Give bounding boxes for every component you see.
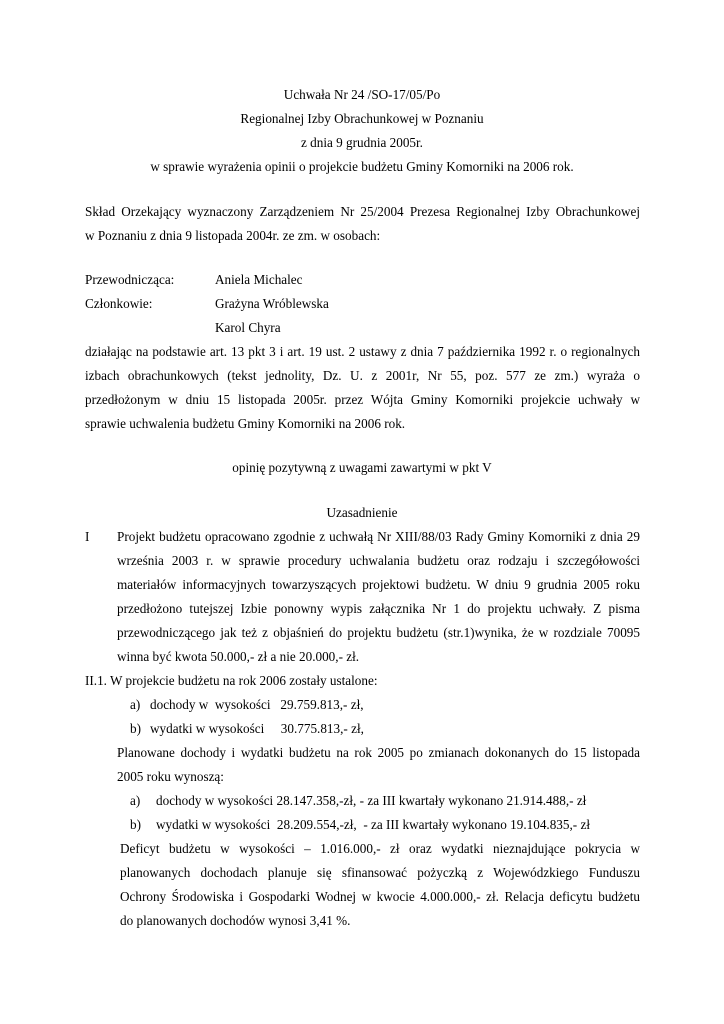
section-1-number: I bbox=[85, 529, 90, 544]
resolution-number: Uchwała Nr 24 /SO-17/05/Po bbox=[283, 87, 441, 102]
planned-line-1: Planowane dochody i wydatki budżetu na rok 2005 po zmianach dokonanych do 15 listopada bbox=[117, 745, 640, 760]
member-name-2: Karol Chyra bbox=[215, 320, 281, 335]
basis-line-2: izbach obrachunkowych (tekst jednolity, Dz. U. z 2001r, Nr 55, poz. 577 ze zm.) wyraża o bbox=[85, 368, 640, 383]
planned-b-label: b) bbox=[130, 817, 141, 832]
members-label: Członkowie: bbox=[85, 296, 153, 311]
panel-paragraph-line-2: w Poznaniu z dnia 9 listopada 2004r. ze zm. w osobach: bbox=[85, 228, 381, 243]
resolution-subject: w sprawie wyrażenia opinii o projekcie budżetu Gminy Komorniki na 2006 rok. bbox=[150, 159, 574, 174]
justification-title: Uzasadnienie bbox=[326, 505, 398, 520]
deficit-line-3: Ochrony Środowiska i Gospodarki Wodnej w kwocie 4.000.000,- zł. Relacja deficytu budżetu bbox=[120, 889, 640, 904]
opinion-statement: opinię pozytywną z uwagami zawartymi w pkt V bbox=[232, 460, 492, 475]
item-a-label: a) bbox=[130, 697, 141, 712]
basis-line-4: sprawie uchwalenia budżetu Gminy Komorniki na 2006 rok. bbox=[85, 416, 406, 431]
deficit-line-4: do planowanych dochodów wynosi 3,41 %. bbox=[120, 913, 351, 928]
section-1-line-2: września 2003 r. w sprawie procedury uchwalania budżetu oraz rodzaju i szczegółowości bbox=[117, 553, 640, 568]
section-2-heading: II.1. W projekcie budżetu na rok 2006 zostały ustalone: bbox=[85, 673, 378, 688]
section-1-line-5: przewodniczącego jak też z objaśnień do projektu budżetu (str.1)wynika, że w rozdziale 70095 bbox=[117, 625, 640, 640]
planned-a-label: a) bbox=[130, 793, 141, 808]
planned-b-expenses: wydatki w wysokości 28.209.554,-zł, - za III kwartały wykonano 19.104.835,- zł bbox=[156, 817, 590, 832]
issuing-body: Regionalnej Izby Obrachunkowej w Poznaniu bbox=[240, 111, 484, 126]
item-b-label: b) bbox=[130, 721, 141, 736]
section-1-line-1: Projekt budżetu opracowano zgodnie z uchwałą Nr XIII/88/03 Rady Gminy Komorniki z dnia 29 bbox=[117, 529, 640, 544]
deficit-line-2: planowanych dochodach planuje się sfinansować pożyczką z Wojewódzkiego Funduszu bbox=[120, 865, 640, 880]
planned-a-income: dochody w wysokości 28.147.358,-zł, - za III kwartały wykonano 21.914.488,- zł bbox=[156, 793, 587, 808]
section-1-line-4: przedłożono tutejszej Izbie ponowny wypis załącznika Nr 1 do projektu uchwały. Z pisma bbox=[117, 601, 640, 616]
chair-label: Przewodnicząca: bbox=[85, 272, 175, 287]
section-1-line-3: materiałów informacyjnych towarzyszących projektowi budżetu. W dniu 9 grudnia 2005 roku bbox=[117, 577, 640, 592]
basis-line-3: przedłożonym w dniu 15 listopada 2005r. przez Wójta Gminy Komorniki projekcie uchwały w bbox=[85, 392, 640, 407]
item-b-expenses: wydatki w wysokości 30.775.813,- zł, bbox=[150, 721, 364, 736]
panel-paragraph-line-1: Skład Orzekający wyznaczony Zarządzeniem Nr 25/2004 Prezesa Regionalnej Izby Obrachunkowej bbox=[85, 204, 640, 219]
item-a-income: dochody w wysokości 29.759.813,- zł, bbox=[150, 697, 364, 712]
deficit-line-1: Deficyt budżetu w wysokości – 1.016.000,- zł oraz wydatki nieznajdujące pokrycia w bbox=[120, 841, 640, 856]
planned-line-2: 2005 roku wynoszą: bbox=[117, 769, 224, 784]
chair-name: Aniela Michalec bbox=[215, 272, 303, 287]
basis-line-1: działając na podstawie art. 13 pkt 3 i art. 19 ust. 2 ustawy z dnia 7 października 1992 r. o regionalnych bbox=[85, 344, 640, 359]
section-1-line-6: winna być kwota 50.000,- zł a nie 20.000,- zł. bbox=[117, 649, 360, 664]
member-name-1: Grażyna Wróblewska bbox=[215, 296, 329, 311]
resolution-date: z dnia 9 grudnia 2005r. bbox=[301, 135, 423, 150]
